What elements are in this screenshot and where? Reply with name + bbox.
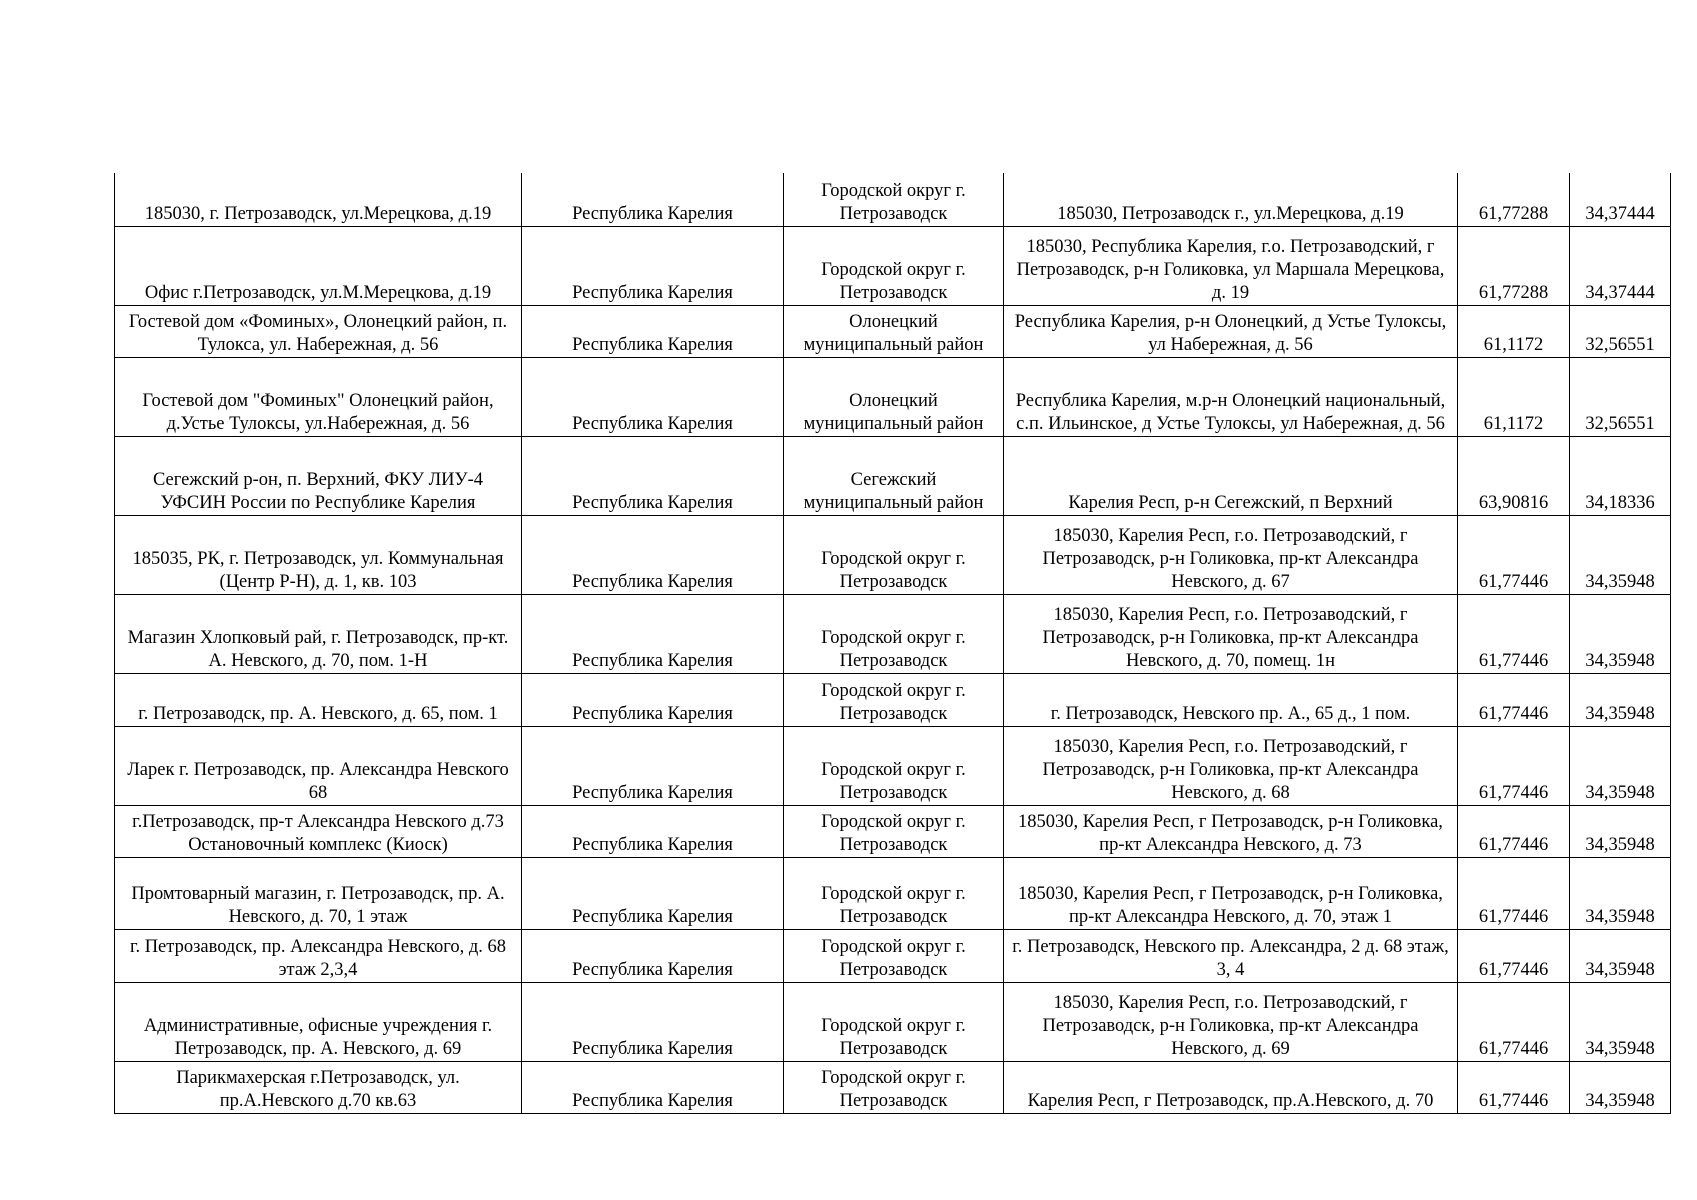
table-row (115, 357, 1671, 436)
region-cell: Республика Карелия (522, 305, 784, 357)
address-cell: Карелия Респ, г Петрозаводск, пр.А.Невского, д. 70 (1004, 1061, 1458, 1113)
object-name-cell: 185030, г. Петрозаводск, ул.Мерецкова, д.19 (115, 173, 522, 226)
table-row (115, 805, 1671, 857)
latitude-cell: 61,77288 (1458, 173, 1570, 226)
table-row (115, 436, 1671, 515)
region-cell: Республика Карелия (522, 594, 784, 673)
region-cell: Республика Карелия (522, 357, 784, 436)
table-row (115, 226, 1671, 305)
municipality-cell: Городской округ г. Петрозаводск (784, 173, 1004, 226)
region-cell: Республика Карелия (522, 857, 784, 929)
address-cell: г. Петрозаводск, Невского пр. А., 65 д., 1 пом. (1004, 673, 1458, 726)
region-cell: Республика Карелия (522, 436, 784, 515)
latitude-cell: 61,1172 (1458, 305, 1570, 357)
municipality-cell: Городской округ г. Петрозаводск (784, 929, 1004, 982)
municipality-cell: Городской округ г. Петрозаводск (784, 673, 1004, 726)
latitude-cell: 61,77446 (1458, 929, 1570, 982)
address-cell: 185030, Карелия Респ, г.о. Петрозаводский, г Петрозаводск, р-н Голиковка, пр-кт Александра Невского, д. 70, помещ. 1н (1004, 594, 1458, 673)
table-row (115, 173, 1671, 226)
longitude-cell: 34,35948 (1570, 857, 1671, 929)
table-row (115, 982, 1671, 1061)
latitude-cell: 61,1172 (1458, 357, 1570, 436)
latitude-cell: 61,77446 (1458, 515, 1570, 594)
address-cell: 185030, Карелия Респ, г Петрозаводск, р-н Голиковка, пр-кт Александра Невского, д. 73 (1004, 805, 1458, 857)
latitude-cell: 61,77446 (1458, 673, 1570, 726)
municipality-cell: Городской округ г. Петрозаводск (784, 982, 1004, 1061)
latitude-cell: 61,77446 (1458, 982, 1570, 1061)
object-name-cell: Офис г.Петрозаводск, ул.М.Мерецкова, д.19 (115, 226, 522, 305)
municipality-cell: Городской округ г. Петрозаводск (784, 857, 1004, 929)
object-name-cell: Сегежский р-он, п. Верхний, ФКУ ЛИУ-4 УФСИН России по Республике Карелия (115, 436, 522, 515)
object-name-cell: Промтоварный магазин, г. Петрозаводск, пр. А. Невского, д. 70, 1 этаж (115, 857, 522, 929)
object-name-cell: Административные, офисные учреждения г. Петрозаводск, пр. А. Невского, д. 69 (115, 982, 522, 1061)
address-cell: г. Петрозаводск, Невского пр. Александра, 2 д. 68 этаж, 3, 4 (1004, 929, 1458, 982)
region-cell: Республика Карелия (522, 673, 784, 726)
latitude-cell: 61,77446 (1458, 726, 1570, 805)
object-name-cell: г. Петрозаводск, пр. А. Невского, д. 65, пом. 1 (115, 673, 522, 726)
object-name-cell: Гостевой дом "Фоминых" Олонецкий район, д.Устье Тулоксы, ул.Набережная, д. 56 (115, 357, 522, 436)
address-cell: 185030, Республика Карелия, г.о. Петрозаводский, г Петрозаводск, р-н Голиковка, ул Маршала Мерецкова, д. 19 (1004, 226, 1458, 305)
region-cell: Республика Карелия (522, 929, 784, 982)
object-name-cell: Ларек г. Петрозаводск, пр. Александра Невского 68 (115, 726, 522, 805)
latitude-cell: 61,77446 (1458, 857, 1570, 929)
table-row (115, 1061, 1671, 1113)
region-cell: Республика Карелия (522, 805, 784, 857)
latitude-cell: 61,77446 (1458, 594, 1570, 673)
longitude-cell: 34,35948 (1570, 982, 1671, 1061)
municipality-cell: Олонецкий муниципальный район (784, 305, 1004, 357)
longitude-cell: 34,37444 (1570, 173, 1671, 226)
latitude-cell: 61,77288 (1458, 226, 1570, 305)
longitude-cell: 34,35948 (1570, 594, 1671, 673)
municipality-cell: Городской округ г. Петрозаводск (784, 594, 1004, 673)
longitude-cell: 32,56551 (1570, 305, 1671, 357)
latitude-cell: 63,90816 (1458, 436, 1570, 515)
municipality-cell: Олонецкий муниципальный район (784, 357, 1004, 436)
table-row (115, 857, 1671, 929)
municipality-cell: Городской округ г. Петрозаводск (784, 226, 1004, 305)
region-cell: Республика Карелия (522, 982, 784, 1061)
longitude-cell: 34,35948 (1570, 673, 1671, 726)
municipality-cell: Городской округ г. Петрозаводск (784, 1061, 1004, 1113)
object-name-cell: 185035, РК, г. Петрозаводск, ул. Коммунальная (Центр Р-Н), д. 1, кв. 103 (115, 515, 522, 594)
region-cell: Республика Карелия (522, 515, 784, 594)
municipality-cell: Городской округ г. Петрозаводск (784, 805, 1004, 857)
object-name-cell: Магазин Хлопковый рай, г. Петрозаводск, пр-кт. А. Невского, д. 70, пом. 1-Н (115, 594, 522, 673)
address-cell: Карелия Респ, р-н Сегежский, п Верхний (1004, 436, 1458, 515)
table-row (115, 726, 1671, 805)
address-cell: 185030, Карелия Респ, г.о. Петрозаводский, г Петрозаводск, р-н Голиковка, пр-кт Александра Невского, д. 68 (1004, 726, 1458, 805)
address-cell: Республика Карелия, р-н Олонецкий, д Устье Тулоксы, ул Набережная, д. 56 (1004, 305, 1458, 357)
object-name-cell: Парикмахерская г.Петрозаводск, ул. пр.А.Невского д.70 кв.63 (115, 1061, 522, 1113)
latitude-cell: 61,77446 (1458, 1061, 1570, 1113)
longitude-cell: 34,35948 (1570, 929, 1671, 982)
region-cell: Республика Карелия (522, 226, 784, 305)
longitude-cell: 34,35948 (1570, 805, 1671, 857)
region-cell: Республика Карелия (522, 726, 784, 805)
municipality-cell: Городской округ г. Петрозаводск (784, 515, 1004, 594)
longitude-cell: 34,35948 (1570, 1061, 1671, 1113)
address-cell: 185030, Карелия Респ, г.о. Петрозаводский, г Петрозаводск, р-н Голиковка, пр-кт Александра Невского, д. 69 (1004, 982, 1458, 1061)
longitude-cell: 32,56551 (1570, 357, 1671, 436)
longitude-cell: 34,35948 (1570, 515, 1671, 594)
longitude-cell: 34,35948 (1570, 726, 1671, 805)
table-row (115, 305, 1671, 357)
table-row (115, 594, 1671, 673)
address-cell: 185030, Карелия Респ, г.о. Петрозаводский, г Петрозаводск, р-н Голиковка, пр-кт Александра Невского, д. 67 (1004, 515, 1458, 594)
municipality-cell: Городской округ г. Петрозаводск (784, 726, 1004, 805)
latitude-cell: 61,77446 (1458, 805, 1570, 857)
address-cell: 185030, Петрозаводск г., ул.Мерецкова, д.19 (1004, 173, 1458, 226)
object-name-cell: г.Петрозаводск, пр-т Александра Невского д.73 Остановочный комплекс (Киоск) (115, 805, 522, 857)
table-row (115, 673, 1671, 726)
longitude-cell: 34,18336 (1570, 436, 1671, 515)
municipality-cell: Сегежский муниципальный район (784, 436, 1004, 515)
region-cell: Республика Карелия (522, 173, 784, 226)
object-name-cell: Гостевой дом «Фоминых», Олонецкий район, п. Тулокса, ул. Набережная, д. 56 (115, 305, 522, 357)
address-cell: Республика Карелия, м.р-н Олонецкий национальный, с.п. Ильинское, д Устье Тулоксы, ул Набережная, д. 56 (1004, 357, 1458, 436)
table-row (115, 929, 1671, 982)
registry-table (114, 173, 1671, 1114)
address-cell: 185030, Карелия Респ, г Петрозаводск, р-н Голиковка, пр-кт Александра Невского, д. 70, этаж 1 (1004, 857, 1458, 929)
region-cell: Республика Карелия (522, 1061, 784, 1113)
longitude-cell: 34,37444 (1570, 226, 1671, 305)
table-row (115, 515, 1671, 594)
object-name-cell: г. Петрозаводск, пр. Александра Невского, д. 68 этаж 2,3,4 (115, 929, 522, 982)
